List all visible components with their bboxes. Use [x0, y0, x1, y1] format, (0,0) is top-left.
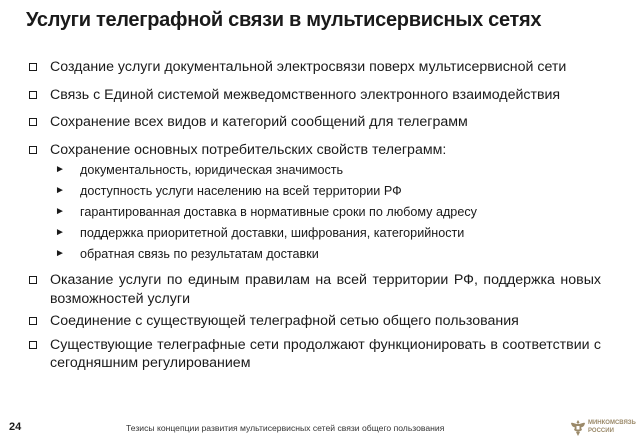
list-item-text: Существующие телеграфные сети продолжают функционировать в соответствии с сегодняшним регулированием	[50, 336, 601, 371]
sub-list-item-text: гарантированная доставка в нормативные сроки по любому адресу	[80, 205, 477, 219]
sub-list-item	[27, 183, 601, 199]
list-item-text: Соединение с существующей телеграфной сетью общего пользования	[50, 313, 519, 329]
arrow-bullet-icon: ►	[55, 248, 65, 259]
sub-list	[27, 162, 601, 262]
arrow-bullet-icon: ►	[55, 227, 65, 238]
checkbox-bullet-icon	[29, 118, 37, 126]
slide-title: Услуги телеграфной связи в мультисервисных сетях	[26, 9, 542, 31]
logo-text-line: МИНКОМСВЯЗЬ	[588, 420, 636, 426]
ministry-logo	[570, 417, 634, 439]
sub-list-item	[27, 225, 601, 241]
slide-content	[27, 58, 601, 373]
double-headed-eagle-icon	[570, 419, 586, 437]
arrow-bullet-icon: ►	[55, 206, 65, 217]
list-item	[27, 312, 601, 331]
logo-text	[588, 420, 636, 435]
list-item	[27, 271, 601, 308]
sub-list-item-text: поддержка приоритетной доставки, шифрования, категорийности	[80, 226, 465, 240]
arrow-bullet-icon: ►	[55, 164, 65, 175]
checkbox-bullet-icon	[29, 341, 37, 349]
sub-list-item-text: документальность, юридическая значимость	[80, 163, 344, 177]
sub-list-item-text: доступность услуги населению на всей территории РФ	[80, 184, 402, 198]
arrow-bullet-icon: ►	[55, 185, 65, 196]
sub-list-item-text: обратная связь по результатам доставки	[80, 247, 319, 261]
list-item	[27, 336, 601, 373]
list-item-text: Связь с Единой системой межведомственного электронного взаимодействия	[50, 86, 561, 103]
list-item	[27, 141, 601, 160]
footer-caption: Тезисы концепции развития мультисервисных сетей связи общего пользования	[126, 423, 445, 433]
sub-list-item	[27, 246, 601, 262]
logo-text-line: РОССИИ	[588, 427, 614, 434]
list-item-text: Сохранение всех видов и категорий сообщений для телеграмм	[50, 114, 468, 130]
list-item	[27, 86, 601, 105]
sub-list-item	[27, 162, 601, 178]
list-item	[27, 58, 601, 77]
list-item-text: Оказание услуги по единым правилам на всей территории РФ, поддержка новых возможностей услуги	[50, 272, 601, 307]
checkbox-bullet-icon	[29, 146, 37, 154]
checkbox-bullet-icon	[29, 317, 37, 325]
sub-list-item	[27, 204, 601, 220]
checkbox-bullet-icon	[29, 63, 37, 71]
checkbox-bullet-icon	[29, 276, 37, 284]
page-number: 24	[9, 421, 22, 433]
list-item	[27, 113, 601, 132]
list-item-text: Сохранение основных потребительских свойств телеграмм:	[50, 141, 447, 158]
list-item-text: Создание услуги документальной электросвязи поверх мультисервисной сети	[50, 59, 567, 75]
checkbox-bullet-icon	[29, 91, 37, 99]
